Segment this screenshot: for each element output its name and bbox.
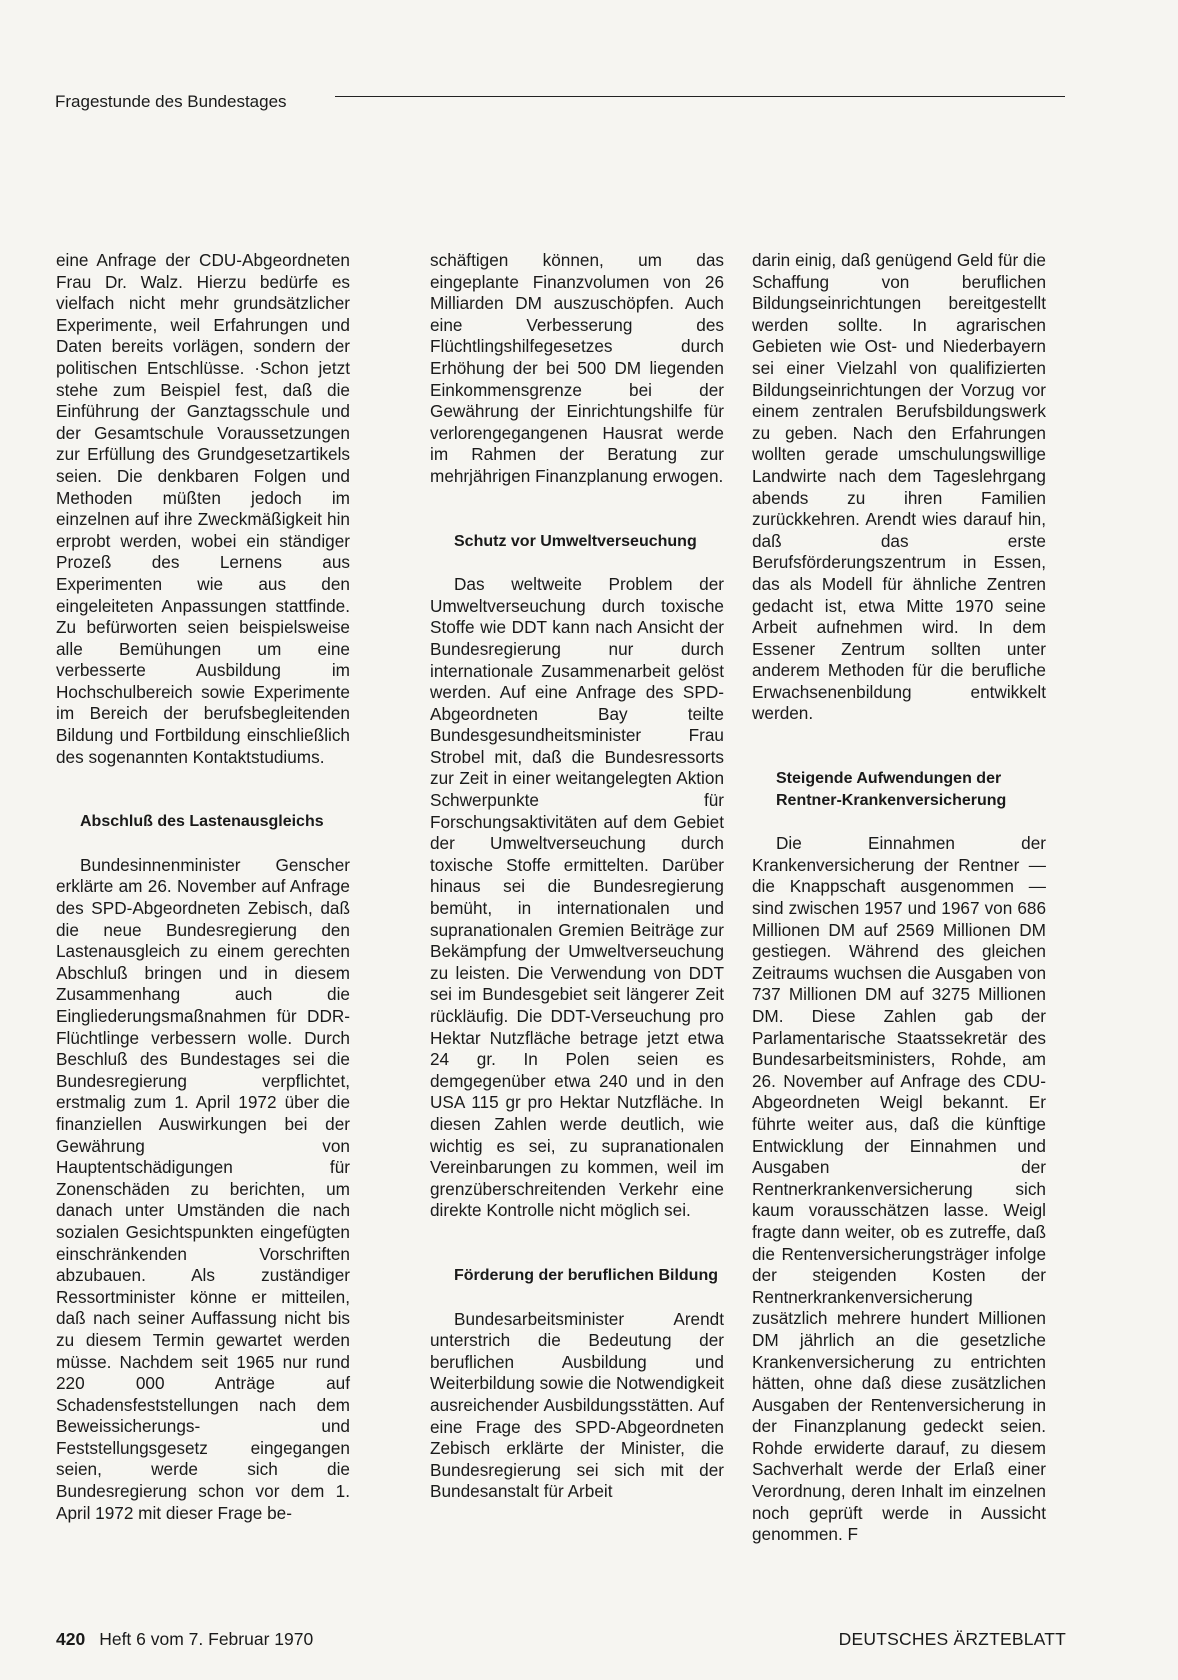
page-footer	[56, 1628, 1066, 1654]
issue-line: Heft 6 vom 7. Februar 1970	[99, 1629, 314, 1649]
column-1-paragraph-1: eine Anfrage der CDU-Abgeordneten Frau Dr. Walz. Hierzu bedürfe es vielfach nicht mehr grundsätzlicher Experimente, weil Erfahrungen und Daten bereits vorlägen, sondern der politischen Entschlüsse. ·Schon jetzt stehe zum Beispiel fest, daß die Einführung der Ganztagsschule und der Gesamtschule Voraussetzungen zur Erfüllung des Grundgesetzartikels seien. Die denkbaren Folgen und Methoden müßten jedoch im einzelnen auf ihre Zweckmäßigkeit hin erprobt werden, wobei ein ständiger Prozeß des Lernens aus Experimenten wie aus den eingeleiteten Anpassungen stattfinde. Zu befürworten seien beispielsweise alle Bemühungen um eine verbesserte Ausbildung im Hochschulbereich sowie Experimente im Bereich der berufsbegleitenden Bildung und Fortbildung einschließlich des sogenannten Kontaktstudiums.	[56, 250, 350, 767]
column-2	[430, 250, 724, 1503]
column-1	[56, 250, 350, 1524]
column-3-paragraph-1: darin einig, daß genügend Geld für die Schaffung von beruflichen Bildungseinrichtungen bereitgestellt werden sollte. In agrarischen Gebieten wie Ost- und Niederbayern sei einer Vielzahl von qualifizierten Bildungseinrichtungen der Vorzug vor einem zentralen Berufsbildungswerk zu geben. Nach den Erfahrungen wollten gerade umschulungswillige Landwirte nach dem Tageslehrgang abends zu ihren Familien zurückkehren. Arendt wies darauf hin, daß das erste Berufsförderungszentrum in Essen, das als Modell für ähnliche Zentren gedacht ist, etwa Mitte 1970 seine Arbeit aufnehmen wird. In dem Essener Zentrum sollten unter anderem Methoden für die berufliche Erwachsenenbildung entwikkelt werden.	[752, 250, 1046, 724]
spacer	[752, 725, 1046, 768]
heading-schutz-umweltverseuchung: Schutz vor Umweltverseuchung	[454, 532, 697, 550]
column-3	[752, 250, 1046, 1546]
running-title: Fragestunde des Bundestages	[55, 92, 287, 111]
page-number: 420	[56, 1629, 86, 1649]
journal-name: DEUTSCHES ÄRZTEBLATT	[838, 1629, 1066, 1649]
spacer	[430, 1222, 724, 1265]
header-rule	[335, 96, 1065, 97]
column-2-paragraph-1: schäftigen können, um das eingeplante Finanzvolumen von 26 Milliarden DM auszuschöpfen. Auch eine Verbesserung des Flüchtlingshilfegesetzes durch Erhöhung der bei 500 DM liegenden Einkommensgrenze bei der Gewährung der Einrichtungshilfe für verlorengegangenen Hausrat werde im Rahmen der Beratung zur mehrjährigen Finanzplanung erwogen.	[430, 250, 724, 486]
heading-foerderung-bildung: Förderung der beruflichen Bildung	[454, 1266, 718, 1284]
spacer	[430, 1287, 724, 1309]
spacer	[56, 768, 350, 811]
column-2-paragraph-2: Das weltweite Problem der Umweltverseuchung durch toxische Stoffe wie DDT kann nach Ansicht der Bundesregierung nur durch internationale Zusammenarbeit gelöst werden. Auf eine Anfrage des SPD-Abgeordneten Bay teilte Bundesgesundheitsminister Frau Strobel mit, daß die Bundesressorts zur Zeit in einer weitangelegten Aktion Schwerpunkte für Forschungsaktivitäten auf dem Gebiet der Umweltverseuchung durch toxische Stoffe ermittelten. Darüber hinaus sei die Bundesregierung bemüht, in internationalen und supranationalen Gremien Beiträge zur Bekämpfung der Umweltverseuchung zu leisten. Die Verwendung von DDT sei im Bundesgebiet seit längerer Zeit rückläufig. Die DDT-Verseuchung pro Hektar Nutzfläche betrage jetzt etwa 24 gr. In Polen seien es demgegenüber etwa 240 und in den USA 115 gr pro Hektar Nutzfläche. In diesen Zahlen werde deutlich, wie wichtig es sei, zu supranationalen Vereinbarungen zu kommen, weil im grenzüberschreitenden Verkehr eine direkte Kontrolle nicht möglich sei.	[430, 574, 724, 1221]
heading-abschluss-lastenausgleich: Abschluß des Lastenausgleichs	[80, 813, 324, 831]
heading-rentner-krankenversicherung: Steigende Aufwendungen der Rentner-Krankenversicherung	[776, 770, 1007, 809]
column-3-paragraph-2: Die Einnahmen der Krankenversicherung der Rentner — die Knappschaft ausgenommen — sind zwischen 1957 und 1967 von 686 Millionen DM auf 2569 Millionen DM gestiegen. Während des gleichen Zeitraums wuchsen die Ausgaben von 737 Millionen DM auf 3275 Millionen DM. Diese Zahlen gab der Parlamentarische Staatssekretär des Bundesarbeitsministers, Rohde, am 26. November auf Anfrage des CDU-Abgeordneten Weigl bekannt. Er führte weiter aus, daß die künftige Entwicklung der Einnahmen und Ausgaben der Rentnerkrankenversicherung sich kaum vorausschätzen lasse. Weigl fragte dann weiter, ob es zutreffe, daß die Rentenversicherungsträger infolge der steigenden Kosten der Rentnerkrankenversicherung zusätzlich mehrere hundert Millionen DM jährlich an die gesetzliche Krankenversicherung zu entrichten hätten, ohne daß diese zusätzlichen Ausgaben der Rentenversicherung in der Finanzplanung gedeckt seien. Rohde erwiderte darauf, zu diesem Sachverhalt werde der Erlaß einer Verordnung, deren Inhalt im einzelnen noch geprüft werde in Aussicht genommen. F	[752, 833, 1046, 1545]
spacer	[430, 488, 724, 531]
spacer	[430, 552, 724, 574]
column-1-paragraph-2: Bundesinnenminister Genscher erklärte am 26. November auf Anfrage des SPD-Abgeordneten Zebisch, daß die neue Bundesregierung den Lastenausgleich zu einem gerechten Abschluß bringen und in diesem Zusammenhang auch die Eingliederungsmaßnahmen für DDR-Flüchtlinge verbessern wolle. Durch Beschluß des Bundestages sei die Bundesregierung verpflichtet, erstmalig zum 1. April 1972 über die finanziellen Auswirkungen bei der Gewährung von Hauptentschädigungen für Zonenschäden zu berichten, um danach unter Umständen die nach sozialen Gesichtspunkten eingefügten einschränkenden Vorschriften abzubauen. Als zuständiger Ressortminister könne er mitteilen, daß nach seiner Auffassung nicht bis zu diesem Termin gewartet werden müsse. Nachdem seit 1965 nur rund 220 000 Anträge auf Schadensfeststellungen nach dem Beweissicherungs- und Feststellungsgesetz eingegangen seien, werde sich die Bundesregierung schon vor dem 1. April 1972 mit dieser Frage be-	[56, 854, 350, 1523]
column-2-paragraph-3: Bundesarbeitsminister Arendt unterstrich die Bedeutung der beruflichen Ausbildung und Weiterbildung sowie die Notwendigkeit ausreichender Ausbildungsstätten. Auf eine Frage des SPD-Abgeordneten Zebisch erklärte der Minister, die Bundesregierung sei sich mit der Bundesanstalt für Arbeit	[430, 1308, 724, 1502]
spacer	[56, 833, 350, 855]
footer-left	[56, 1628, 313, 1650]
spacer	[752, 811, 1046, 833]
running-header	[55, 91, 1065, 115]
